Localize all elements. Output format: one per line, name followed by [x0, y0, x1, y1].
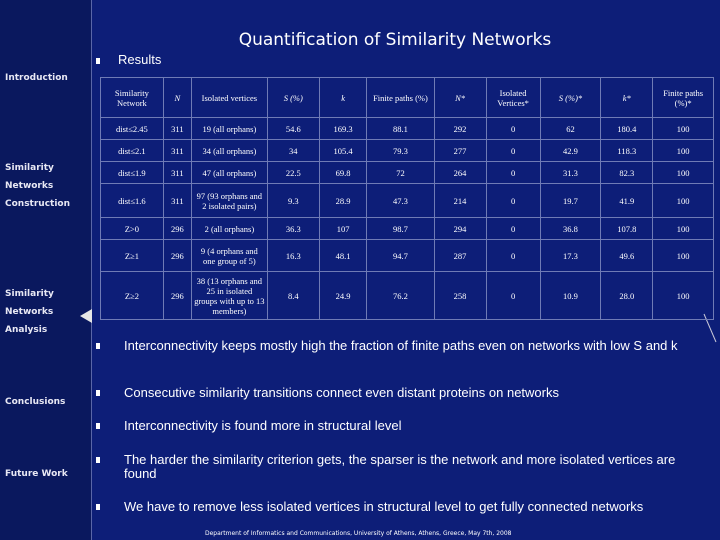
table-row	[101, 140, 714, 162]
table-cell: 100	[653, 162, 714, 184]
table-header-cell: Isolated Vertices*	[486, 78, 540, 118]
similarity-table	[100, 77, 714, 320]
slide-title: Quantification of Similarity Networks	[238, 30, 552, 50]
table-header-cell: k*	[601, 78, 653, 118]
table-cell: 105.4	[319, 140, 367, 162]
table-cell: 277	[434, 140, 486, 162]
bullet-text: We have to remove less isolated vertices in structural level to get fully connected networks	[124, 499, 644, 514]
table-cell: 0	[486, 240, 540, 272]
table-cell: 311	[163, 162, 191, 184]
table-cell: 100	[653, 184, 714, 218]
table-cell: 10.9	[540, 272, 601, 320]
table-cell: 100	[653, 240, 714, 272]
table-cell: 42.9	[540, 140, 601, 162]
table-cell: 22.5	[267, 162, 319, 184]
table-row	[101, 118, 714, 140]
sidebar-item-label: Similarity	[5, 289, 54, 299]
sidebar-item-construction[interactable]	[5, 159, 70, 213]
table-row	[101, 162, 714, 184]
table-header-cell: N*	[434, 78, 486, 118]
table-cell: 62	[540, 118, 601, 140]
sidebar	[0, 0, 92, 540]
table-cell: 0	[486, 272, 540, 320]
table-cell: 9 (4 orphans and one group of 5)	[191, 240, 267, 272]
table-cell: Z>0	[101, 218, 164, 240]
table-cell: 311	[163, 184, 191, 218]
sidebar-item-label: Analysis	[5, 325, 48, 335]
table-header-cell: Isolated vertices	[191, 78, 267, 118]
table-header-row	[101, 78, 714, 118]
table-cell: 88.1	[367, 118, 434, 140]
table-cell: 8.4	[267, 272, 319, 320]
sidebar-item-label: Construction	[5, 199, 71, 209]
table-cell: 107.8	[601, 218, 653, 240]
table-row	[101, 218, 714, 240]
table-cell: 292	[434, 118, 486, 140]
table-cell: 98.7	[367, 218, 434, 240]
bullet-text: The harder the similarity criterion gets, the sparser is the network and more isolated vertices are found	[124, 452, 676, 481]
sidebar-item-label: Networks	[5, 181, 54, 191]
table-cell: 214	[434, 184, 486, 218]
table-cell: 72	[367, 162, 434, 184]
table-cell: 28.0	[601, 272, 653, 320]
sidebar-item-analysis[interactable]	[5, 285, 54, 339]
table-cell: 48.1	[319, 240, 367, 272]
table-cell: 38 (13 orphans and 25 in isolated groups with up to 13 members)	[191, 272, 267, 320]
sidebar-item-future-work[interactable]	[5, 465, 68, 483]
table-cell: 47.3	[367, 184, 434, 218]
table-cell: 296	[163, 272, 191, 320]
table-cell: 0	[486, 140, 540, 162]
bullet-text: Consecutive similarity transitions connect even distant proteins on networks	[124, 385, 559, 400]
sidebar-item-label: Conclusions	[5, 397, 66, 407]
table-cell: 294	[434, 218, 486, 240]
table-cell: 0	[486, 162, 540, 184]
table-cell: Z≥2	[101, 272, 164, 320]
table-cell: 296	[163, 240, 191, 272]
table-cell: 2 (all orphans)	[191, 218, 267, 240]
table-cell: dist≤1.6	[101, 184, 164, 218]
table-cell: 36.3	[267, 218, 319, 240]
table-header-cell: S (%)*	[540, 78, 601, 118]
table-cell: 41.9	[601, 184, 653, 218]
sidebar-item-conclusions[interactable]	[5, 393, 65, 411]
bullet-square-icon	[96, 343, 100, 349]
bullet-text: Interconnectivity is found more in structural level	[124, 418, 402, 433]
table-cell: 94.7	[367, 240, 434, 272]
table-cell: 31.3	[540, 162, 601, 184]
table-cell: 287	[434, 240, 486, 272]
table-cell: 19 (all orphans)	[191, 118, 267, 140]
table-cell: 100	[653, 272, 714, 320]
sidebar-item-label: Similarity	[5, 163, 54, 173]
table-cell: 0	[486, 118, 540, 140]
table-cell: 19.7	[540, 184, 601, 218]
bullet-square-icon	[96, 58, 100, 64]
table-header-cell: Finite paths (%)*	[653, 78, 714, 118]
table-header-cell: Similarity Network	[101, 78, 164, 118]
table-header-cell: Finite paths (%)	[367, 78, 434, 118]
sidebar-item-label: Introduction	[5, 73, 68, 83]
table-cell: 0	[486, 218, 540, 240]
table-cell: 311	[163, 140, 191, 162]
table-cell: dist≤1.9	[101, 162, 164, 184]
table-cell: 76.2	[367, 272, 434, 320]
table-cell: 296	[163, 218, 191, 240]
table-cell: 47 (all orphans)	[191, 162, 267, 184]
table-cell: 169.3	[319, 118, 367, 140]
table-cell: 118.3	[601, 140, 653, 162]
bullet-square-icon	[96, 457, 100, 463]
table-cell: 24.9	[319, 272, 367, 320]
table-cell: dist≤2.45	[101, 118, 164, 140]
table-cell: 97 (93 orphans and 2 isolated pairs)	[191, 184, 267, 218]
table-cell: 34 (all orphans)	[191, 140, 267, 162]
table-cell: 49.6	[601, 240, 653, 272]
table-cell: 16.3	[267, 240, 319, 272]
bullet-square-icon	[96, 390, 100, 396]
table-cell: 258	[434, 272, 486, 320]
table-cell: 82.3	[601, 162, 653, 184]
table-row	[101, 240, 714, 272]
table-cell: 100	[653, 118, 714, 140]
table-row	[101, 184, 714, 218]
table-cell: 79.3	[367, 140, 434, 162]
results-heading	[96, 52, 161, 67]
table-cell: Z≥1	[101, 240, 164, 272]
table-cell: 100	[653, 140, 714, 162]
table-cell: 54.6	[267, 118, 319, 140]
table-cell: 100	[653, 218, 714, 240]
results-label: Results	[118, 52, 162, 67]
table-header-cell: S (%)	[267, 78, 319, 118]
table-header-cell: k	[319, 78, 367, 118]
sidebar-item-introduction[interactable]	[5, 69, 68, 87]
sidebar-item-label: Networks	[5, 307, 54, 317]
table-cell: 180.4	[601, 118, 653, 140]
table-cell: 107	[319, 218, 367, 240]
table-header-cell: N	[163, 78, 191, 118]
table-cell: 0	[486, 184, 540, 218]
table-cell: 69.8	[319, 162, 367, 184]
table-cell: 9.3	[267, 184, 319, 218]
table-cell: 36.8	[540, 218, 601, 240]
bullet-square-icon	[96, 423, 100, 429]
sidebar-divider	[91, 0, 92, 540]
table-cell: 264	[434, 162, 486, 184]
table-row	[101, 272, 714, 320]
bullet-square-icon	[96, 504, 100, 510]
bullet-text: Interconnectivity keeps mostly high the fraction of finite paths even on networks with low S and k	[124, 338, 678, 353]
table-cell: 17.3	[540, 240, 601, 272]
table-body	[101, 118, 714, 320]
current-section-pointer-icon	[80, 309, 92, 323]
sidebar-item-label: Future Work	[5, 469, 68, 479]
table-cell: 34	[267, 140, 319, 162]
table-cell: dist≤2.1	[101, 140, 164, 162]
footer: Department of Informatics and Communications, University of Athens, Athens, Greece, May 7th, 2008	[205, 530, 512, 537]
table-cell: 28.9	[319, 184, 367, 218]
table-cell: 311	[163, 118, 191, 140]
